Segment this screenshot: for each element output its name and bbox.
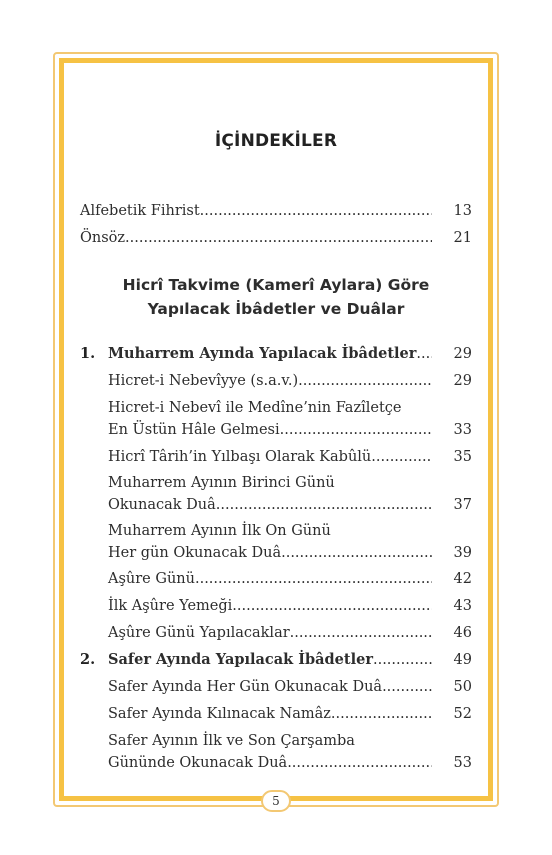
chapter-number: 1. <box>80 345 96 362</box>
dot-leader <box>216 494 432 516</box>
entry-page: 33 <box>453 422 472 438</box>
entry-label-line1: Muharrem Ayının Birinci Günü <box>108 475 335 491</box>
entry-page: 21 <box>453 230 472 246</box>
toc-chapter-muharrem[interactable] <box>108 343 472 365</box>
entry-page: 39 <box>453 545 472 561</box>
entry-label-line1: Muharrem Ayının İlk On Günü <box>108 523 331 539</box>
section-heading-line1: Hicrî Takvime (Kamerî Aylara) Göre <box>122 276 430 294</box>
entry-page: 29 <box>453 346 472 362</box>
toc-entry-onsoz[interactable] <box>80 227 472 249</box>
toc-entry-fihrist[interactable] <box>80 200 472 222</box>
toc-entry[interactable] <box>108 595 472 617</box>
entry-page: 43 <box>453 598 472 614</box>
entry-page: 52 <box>453 706 472 722</box>
dot-leader <box>298 370 432 392</box>
toc-entry[interactable] <box>108 568 472 590</box>
dot-leader <box>382 676 432 698</box>
entry-label: Önsöz <box>80 230 126 246</box>
entry-page: 37 <box>453 497 472 513</box>
dot-leader <box>281 542 432 564</box>
entry-label: İlk Aşûre Yemeği <box>108 598 233 614</box>
dot-leader <box>125 227 432 249</box>
entry-label-line2: Gününde Okunacak Duâ <box>108 755 288 771</box>
page-number: 5 <box>261 790 291 812</box>
entry-label: Aşûre Günü Yapılacaklar <box>108 625 290 641</box>
toc-entry[interactable] <box>108 446 472 468</box>
toc-chapter-safer[interactable] <box>108 649 472 671</box>
entry-page: 50 <box>453 679 472 695</box>
entry-page: 42 <box>453 571 472 587</box>
dot-leader <box>331 703 432 725</box>
toc-entry[interactable] <box>108 370 472 392</box>
entry-page: 46 <box>453 625 472 641</box>
dot-leader <box>280 419 432 441</box>
toc-entry[interactable] <box>108 622 472 644</box>
dot-leader <box>200 200 432 222</box>
toc-entry[interactable] <box>108 520 472 564</box>
dot-leader <box>232 595 432 617</box>
entry-label: Safer Ayında Her Gün Okunacak Duâ <box>108 679 383 695</box>
chapter-title: Muharrem Ayında Yapılacak İbâdetler <box>108 345 417 362</box>
toc-entry[interactable] <box>108 730 472 774</box>
entry-label: Aşûre Günü <box>108 571 195 587</box>
entry-label-line1: Safer Ayının İlk ve Son Çarşamba <box>108 733 355 749</box>
toc-entry[interactable] <box>108 676 472 698</box>
entry-label-line2: Her gün Okunacak Duâ <box>108 545 282 561</box>
entry-page: 29 <box>453 373 472 389</box>
toc-entry[interactable] <box>108 472 472 516</box>
entry-page: 13 <box>453 203 472 219</box>
toc-entry[interactable] <box>108 703 472 725</box>
chapter-number: 2. <box>80 651 96 668</box>
dot-leader <box>371 446 432 468</box>
entry-label-line1: Hicret-i Nebevî ile Medîne’nin Fazîletçe <box>108 400 402 416</box>
entry-label: Safer Ayında Kılınacak Namâz <box>108 706 331 722</box>
entry-page: 35 <box>453 449 472 465</box>
entry-label-line2: En Üstün Hâle Gelmesi <box>108 422 280 438</box>
dot-leader <box>195 568 432 590</box>
dot-leader <box>287 752 432 774</box>
entry-label: Hicrî Târih’in Yılbaşı Olarak Kabûlü <box>108 449 372 465</box>
dot-leader <box>290 622 432 644</box>
dot-leader <box>373 649 432 671</box>
chapter-title: Safer Ayında Yapılacak İbâdetler <box>108 651 373 668</box>
dot-leader <box>416 343 432 365</box>
section-heading-line2: Yapılacak İbâdetler ve Duâlar <box>147 300 405 318</box>
entry-label-line2: Okunacak Duâ <box>108 497 216 513</box>
toc-entry[interactable] <box>108 397 472 441</box>
entry-page: 49 <box>453 652 472 668</box>
entry-label: Alfebetik Fihrist <box>80 203 200 219</box>
toc-title: İÇİNDEKİLER <box>214 131 338 151</box>
entry-label: Hicret-i Nebevîyye (s.a.v.) <box>108 373 299 389</box>
entry-page: 53 <box>453 755 472 771</box>
